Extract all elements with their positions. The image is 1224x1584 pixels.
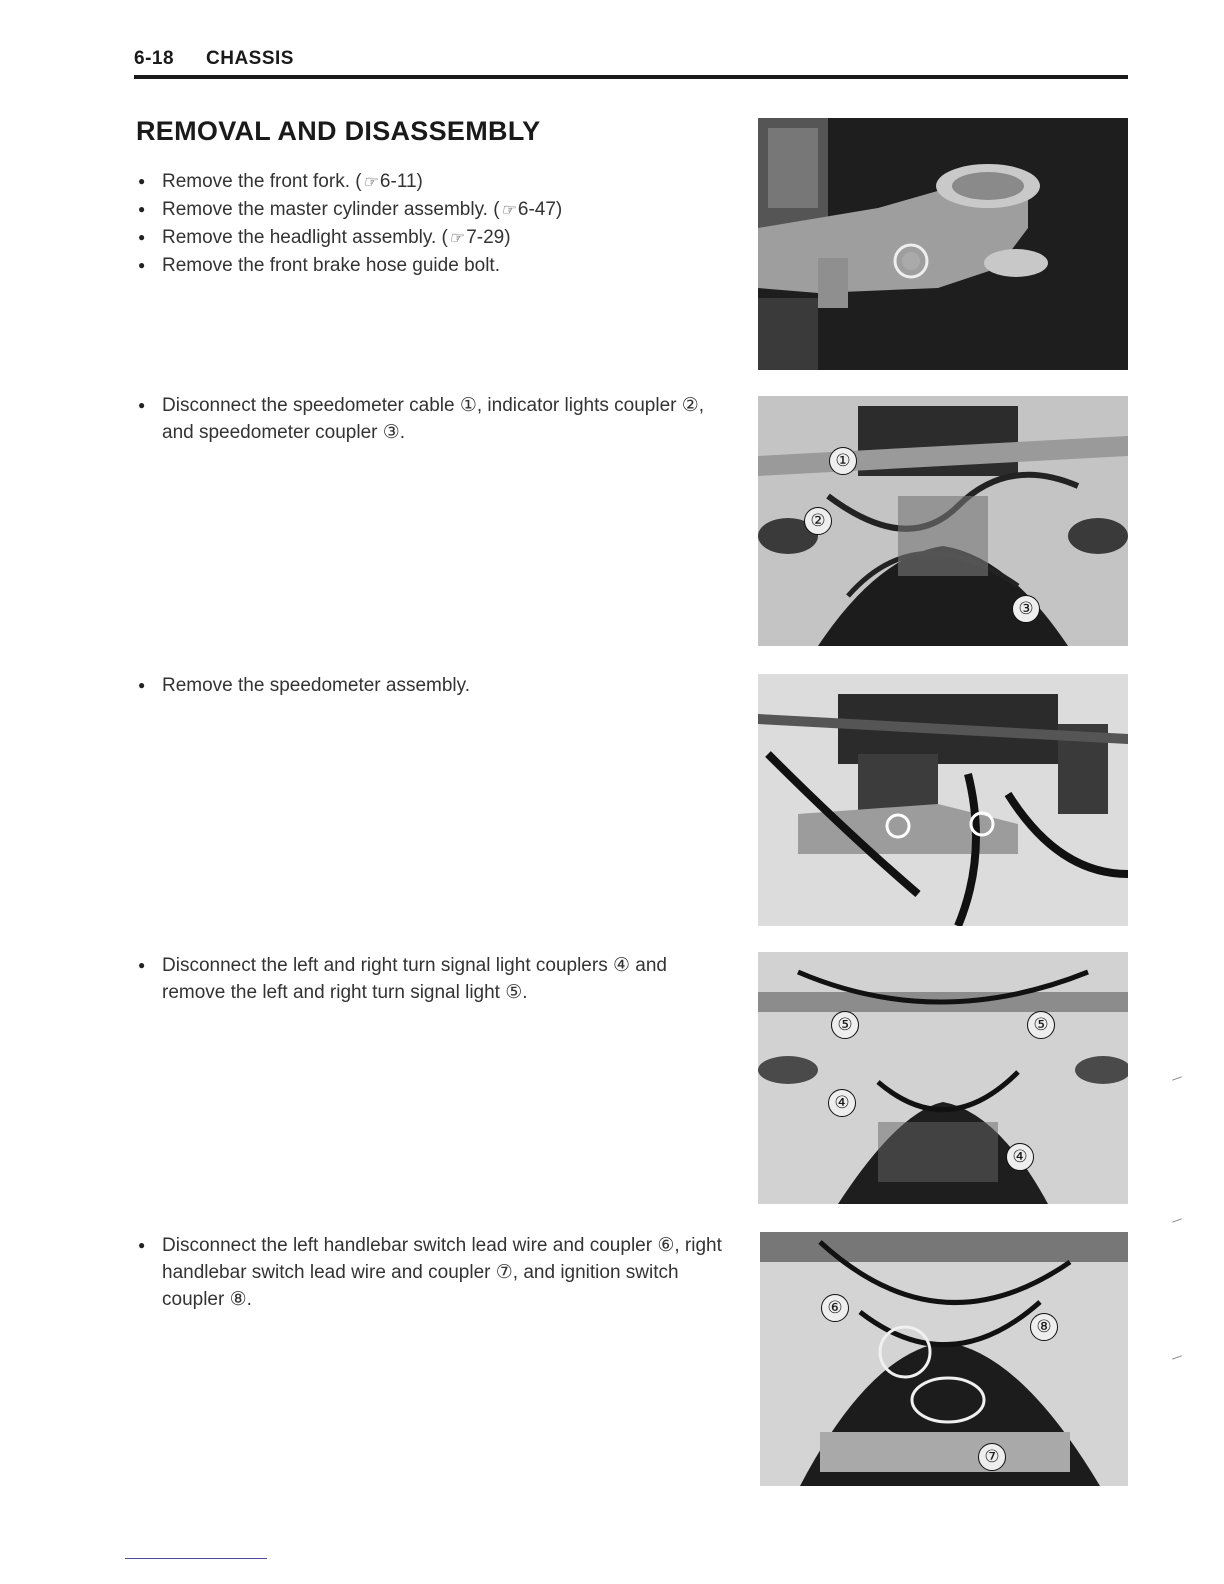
list-item: ● Remove the master cylinder assembly. (☞6-47) — [138, 196, 738, 224]
callout-4-right: ④ — [1006, 1143, 1034, 1171]
margin-mark — [1172, 1355, 1182, 1359]
list-item — [138, 1232, 728, 1313]
callout-7: ⑦ — [978, 1443, 1006, 1471]
step-block-5 — [138, 1232, 728, 1313]
callout-8: ⑧ — [1030, 1313, 1058, 1341]
list-item: ● Remove the headlight assembly. (☞7-29) — [138, 224, 738, 252]
reference-icon: ☞ — [448, 230, 467, 247]
callout-4-left: ④ — [828, 1089, 856, 1117]
callout-1: ① — [829, 447, 857, 475]
list-item — [138, 672, 738, 699]
step-block-2 — [138, 392, 728, 446]
page-header — [134, 46, 1128, 86]
reference-icon: ☞ — [499, 202, 518, 219]
callout-3: ③ — [1012, 595, 1040, 623]
callout-2: ② — [804, 507, 832, 535]
footer-line — [125, 1558, 267, 1559]
list-item — [138, 392, 728, 446]
callout-6: ⑥ — [821, 1294, 849, 1322]
section-title: CHASSIS — [206, 48, 294, 69]
step-ref: 7-29 — [466, 227, 505, 248]
callout-5-right: ⑤ — [1027, 1011, 1055, 1039]
step-text: Remove the headlight assembly. — [162, 227, 437, 248]
step-text: Disconnect the left handlebar switch lead wire and coupler ⑥, right handlebar switch lead wire and coupler ⑦, and ignition switch coupler ⑧. — [162, 1235, 722, 1310]
step-ref: 6-47 — [517, 199, 556, 220]
step-block-1 — [138, 168, 738, 279]
step-text: Disconnect the speedometer cable ①, indicator lights coupler ②, and speedometer coupler ③. — [162, 395, 705, 443]
list-item — [138, 952, 728, 1006]
step-text: Remove the master cylinder assembly. — [162, 199, 488, 220]
step-text: Disconnect the left and right turn signal light couplers ④ and remove the left and right turn signal light ⑤. — [162, 955, 667, 1003]
margin-mark — [1172, 1076, 1182, 1080]
list-item — [138, 252, 738, 279]
step-block-3 — [138, 672, 738, 699]
reference-icon: ☞ — [361, 174, 380, 191]
step-ref: 6-11 — [379, 171, 417, 192]
photo-speedometer-assembly — [758, 674, 1128, 926]
photo-brake-hose-guide — [758, 118, 1128, 370]
page-title: REMOVAL AND DISASSEMBLY — [136, 116, 541, 146]
page-number: 6-18 — [134, 48, 175, 69]
photo-handlebar-switch — [760, 1232, 1128, 1486]
callout-5-left: ⑤ — [831, 1011, 859, 1039]
step-block-4 — [138, 952, 728, 1006]
step-text: Remove the front brake hose guide bolt. — [162, 255, 500, 276]
photo-turn-signal — [758, 952, 1128, 1204]
list-item: ● Remove the front fork. (☞6-11) — [138, 168, 738, 196]
margin-mark — [1172, 1218, 1182, 1222]
step-text: Remove the speedometer assembly. — [162, 675, 471, 696]
step-text: Remove the front fork. — [162, 171, 350, 192]
header-rule — [134, 75, 1128, 79]
